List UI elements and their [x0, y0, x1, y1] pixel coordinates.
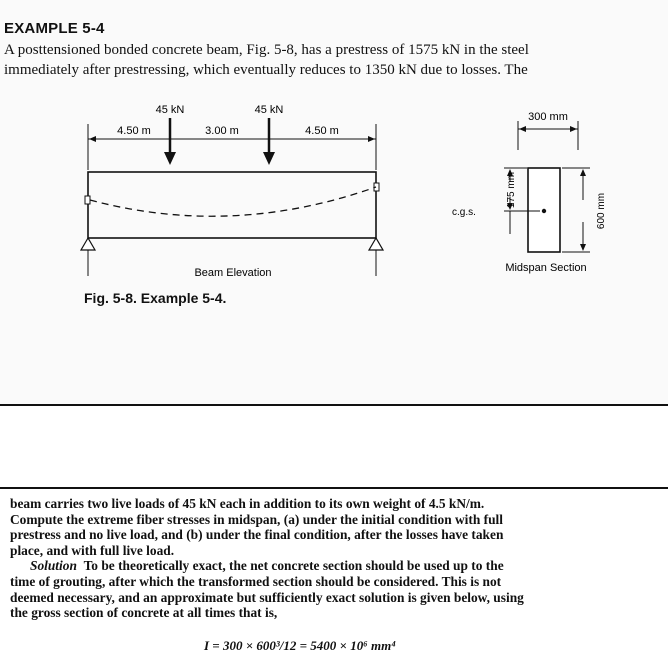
load-arrow-left [164, 118, 176, 165]
intro-line-1: A posttensioned bonded concrete beam, Fig. 5-8, has a prestress of 1575 kN in the steel [4, 42, 529, 58]
intro-line-2: immediately after prestressing, which eventually reduces to 1350 kN due to losses. The [4, 62, 528, 78]
section-eccentricity-label: 175 mm [506, 171, 517, 209]
load-label-right: 45 kN [254, 104, 284, 116]
span-label-3: 4.50 m [305, 125, 339, 137]
load-label-left: 45 kN [155, 104, 185, 116]
cgs-label: c.g.s. [452, 207, 476, 218]
tendon-profile [90, 187, 376, 216]
anchor-plate-left [85, 196, 90, 204]
load-arrow-right [263, 118, 275, 165]
beam-elevation-label: Beam Elevation [194, 267, 272, 279]
continuation-line-4: place, and with full live load. [10, 542, 175, 558]
continuation-text [10, 496, 660, 621]
figure-caption-text: Example 5-4. [140, 290, 227, 306]
span-label-1: 4.50 m [117, 125, 151, 137]
pin-support-left [81, 238, 95, 276]
solution-line-3: deemed necessary, and an approximate but sufficiently exact solution is given below, using [10, 589, 524, 605]
solution-line-1 [10, 558, 660, 574]
example-title: EXAMPLE 5-4 [4, 20, 105, 37]
section-depth-label: 600 mm [596, 192, 607, 230]
page-divider-bottom [0, 487, 668, 489]
span-label-2: 3.00 m [205, 125, 239, 137]
page-divider-top [0, 404, 668, 406]
solution-line-2: time of grouting, after which the transformed section should be considered. This is not [10, 573, 502, 589]
section-width-label: 300 mm [528, 111, 568, 123]
solution-label: Solution [30, 558, 77, 574]
solution-line-1-text: To be theoretically exact, the net concrete section should be used up to the [83, 558, 504, 574]
solution-line-4: the gross section of concrete at all times that is, [10, 605, 278, 621]
figure-5-8 [0, 0, 668, 300]
beam-elevation [88, 172, 376, 238]
moment-of-inertia-formula: I = 300 × 600³/12 = 5400 × 10⁶ mm⁴ [204, 638, 396, 653]
continuation-line-2: Compute the extreme fiber stresses in midspan, (a) under the initial condition with full [10, 511, 503, 527]
midspan-section-label: Midspan Section [505, 262, 587, 274]
continuation-line-1: beam carries two live loads of 45 kN each in addition to its own weight of 4.5 kN/m. [10, 496, 485, 511]
continuation-line-3: prestress and no live load, and (b) under the final condition, after the losses have taken [10, 527, 504, 543]
figure-caption [84, 290, 226, 306]
figure-number: Fig. 5-8. [84, 290, 137, 306]
pin-support-right [369, 238, 383, 276]
